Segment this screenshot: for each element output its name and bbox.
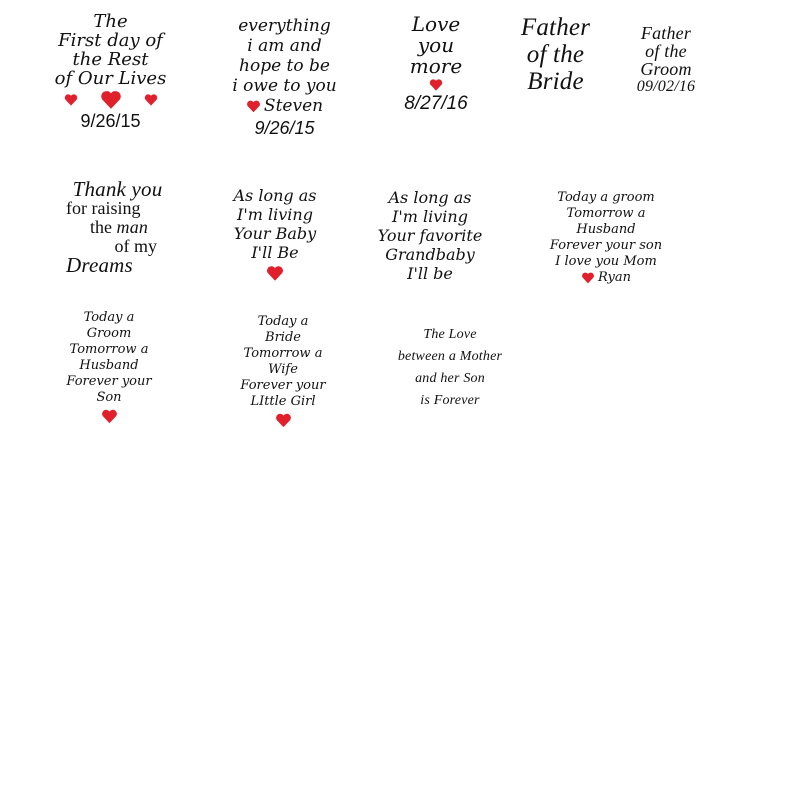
design-line: Your favorite xyxy=(377,226,483,245)
design-line: Bride xyxy=(527,68,584,95)
design-line: I love you Mom xyxy=(555,254,657,269)
hearts-row xyxy=(215,262,335,284)
design-date: 8/27/16 xyxy=(404,93,468,114)
hearts-row xyxy=(55,406,163,426)
design-line: everything xyxy=(238,16,331,36)
design-line xyxy=(60,218,175,237)
design-line: I'm living xyxy=(237,205,313,224)
design-line: i owe to you xyxy=(232,76,337,96)
design-line: Today a xyxy=(257,314,309,329)
design-father-groom xyxy=(620,24,712,96)
design-line: Tomorrow a xyxy=(243,346,323,361)
design-date: 09/02/16 xyxy=(636,78,696,95)
design-line: Father xyxy=(640,23,692,43)
design-line: Tomorrow a xyxy=(69,342,149,357)
design-line: Today a groom xyxy=(557,190,655,205)
heart-icon xyxy=(101,409,118,424)
heart-icon xyxy=(429,78,443,92)
design-line: Groom xyxy=(640,59,692,79)
design-thank-you xyxy=(60,177,175,277)
hearts-row xyxy=(228,410,338,430)
design-mother-son xyxy=(385,324,515,412)
heart-icon xyxy=(100,90,122,110)
design-groom-ryan xyxy=(540,190,672,289)
design-grandbaby xyxy=(365,188,495,283)
design-line: of the xyxy=(526,41,585,68)
design-line: Your Baby xyxy=(233,224,317,243)
design-first-day xyxy=(48,12,173,131)
design-line: Grandbaby xyxy=(385,245,475,264)
design-word: the xyxy=(90,217,112,237)
design-line: Dreams xyxy=(66,253,133,277)
design-line: Father xyxy=(520,14,591,41)
design-line: I'm living xyxy=(392,207,468,226)
design-line: As long as xyxy=(388,188,472,207)
design-line: The xyxy=(93,11,128,32)
design-bride-girl xyxy=(228,314,338,430)
design-line: I'll be xyxy=(407,264,453,283)
design-line: of Our Lives xyxy=(54,68,167,89)
design-line: Love xyxy=(411,12,461,36)
design-line: Forever your son xyxy=(549,238,663,253)
design-date: 9/26/15 xyxy=(80,111,141,131)
design-line: Husband xyxy=(576,222,636,237)
design-line: for raising xyxy=(66,198,141,218)
design-your-baby xyxy=(215,186,335,284)
design-line: Thank you xyxy=(72,177,163,201)
design-name: Ryan xyxy=(597,270,632,285)
design-line: is Forever xyxy=(420,393,480,408)
design-line: Husband xyxy=(79,358,139,373)
design-word: man xyxy=(116,217,149,237)
design-line: As long as xyxy=(233,186,317,205)
design-line: Son xyxy=(96,390,122,405)
design-date: 9/26/15 xyxy=(254,117,315,138)
heart-icon xyxy=(266,265,284,282)
heart-icon xyxy=(64,93,78,107)
design-line: the Rest xyxy=(72,49,149,70)
design-line: i am and xyxy=(247,36,322,56)
heart-icon xyxy=(246,100,261,113)
name-line xyxy=(246,96,323,116)
hearts-row xyxy=(48,89,173,111)
heart-icon xyxy=(581,272,595,284)
heart-icon xyxy=(144,93,158,107)
heart-icon xyxy=(275,413,292,428)
design-line: between a Mother xyxy=(397,349,503,364)
design-father-bride xyxy=(508,14,603,95)
design-line: Bride xyxy=(265,330,301,345)
design-line: The Love xyxy=(423,327,477,342)
design-line: of my xyxy=(114,236,157,256)
design-name: Steven xyxy=(263,96,324,116)
design-groom-son xyxy=(55,310,163,426)
design-line: Forever your xyxy=(66,374,152,389)
design-line: Wife xyxy=(268,362,298,377)
design-line: Today a xyxy=(83,310,135,325)
design-line: I'll Be xyxy=(251,243,299,262)
design-line: Forever your xyxy=(240,378,326,393)
design-line: and her Son xyxy=(415,371,485,386)
design-line: you xyxy=(417,33,455,57)
design-line: First day of xyxy=(58,30,163,51)
design-line: hope to be xyxy=(239,56,330,76)
design-line: more xyxy=(409,54,463,78)
hearts-row xyxy=(386,77,486,93)
design-everything xyxy=(222,16,347,138)
design-line: Tomorrow a xyxy=(566,206,646,221)
design-line: of the xyxy=(645,41,687,61)
design-line: Groom xyxy=(86,326,132,341)
design-love-you xyxy=(386,14,486,115)
design-line: LIttle Girl xyxy=(250,394,316,409)
name-line xyxy=(581,270,631,286)
